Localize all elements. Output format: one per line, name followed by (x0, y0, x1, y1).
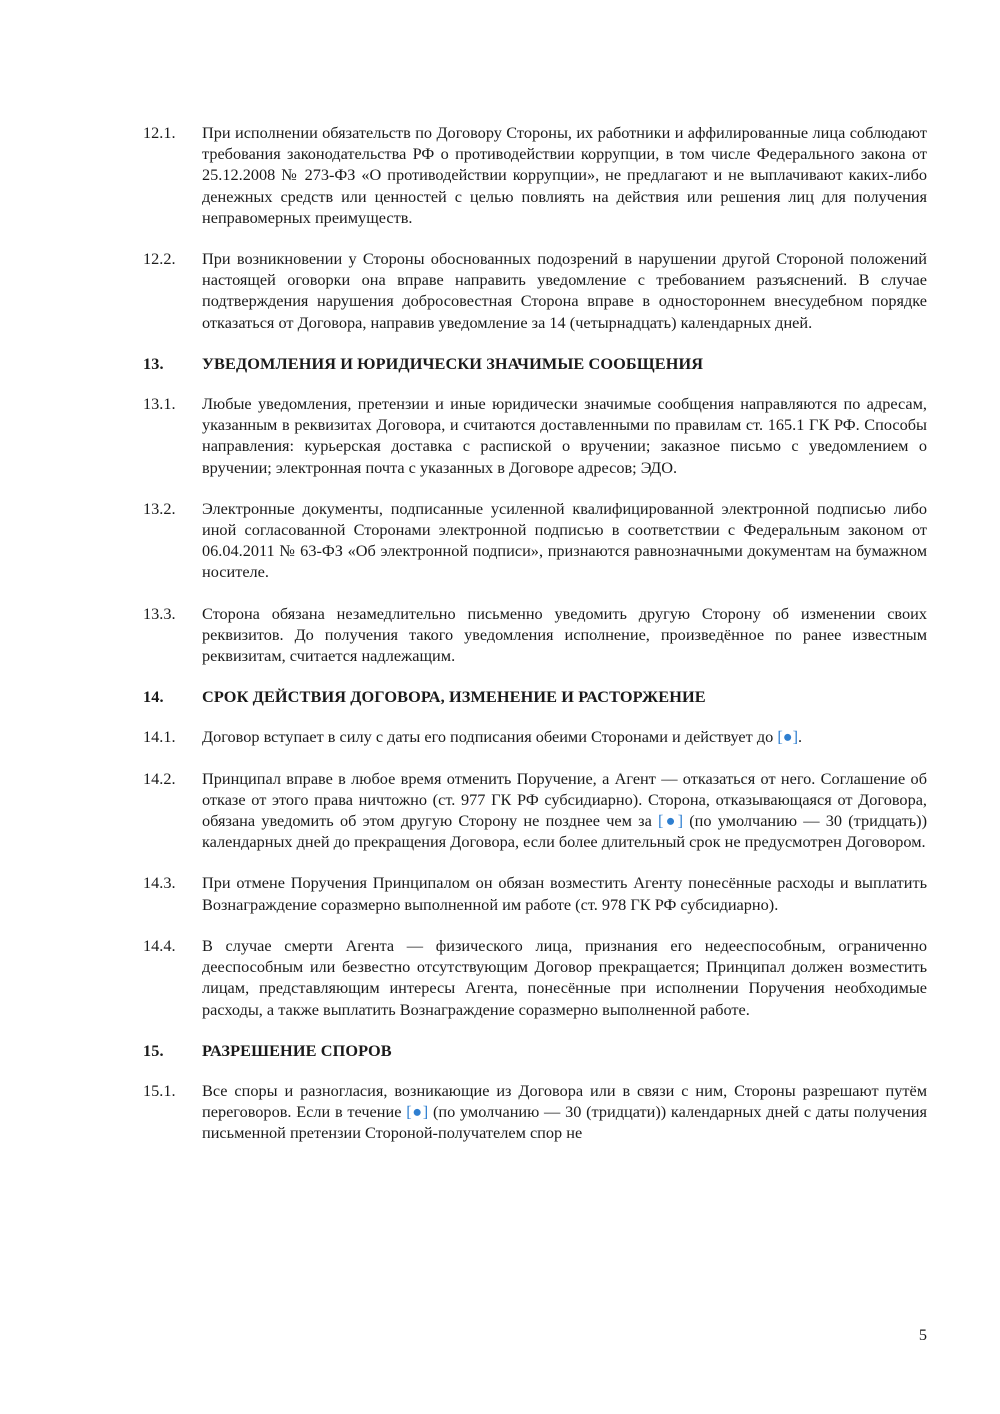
clause-text-run: При возникновении у Стороны обоснованных подозрений в нарушении другой Стороной положений настоящей оговорки она вправе направить уведомление с требованием разъяснений. В случае подтверждения нарушения добросовестная Сторона вправе в одностороннем внесудебном порядке отказаться от Договора, направив уведомление за 14 (четырнадцать) календарных дней. (202, 249, 927, 332)
section-title: СРОК ДЕЙСТВИЯ ДОГОВОРА, ИЗМЕНЕНИЕ И РАСТОРЖЕНИЕ (202, 687, 706, 707)
clause-text-run: Договор вступает в силу с даты его подписания обеими Сторонами и действует до (202, 727, 778, 747)
clause-text-run: Все споры и разногласия, возникающие из Договора или в связи с ним, Стороны разрешают путём переговоров. Если в течение (202, 1080, 927, 1122)
clause (143, 935, 927, 1020)
clause-number: 14.4. (143, 935, 176, 955)
placeholder-marker: [●] (777, 727, 799, 747)
clause-number: 12.2. (143, 249, 176, 269)
clause-text (202, 393, 927, 478)
clause-number: 14.3. (143, 873, 176, 893)
clause-text (202, 248, 927, 333)
clause-text-run: Сторона обязана незамедлительно письменно уведомить другую Сторону об изменении своих реквизитов. До получения такого уведомления исполнение, произведённое по ранее известным реквизитам, считается надлежащим. (202, 603, 927, 666)
clause-number: 14.1. (143, 727, 176, 747)
section-heading (143, 353, 927, 374)
section-number: 15. (143, 1040, 164, 1060)
page-number: 5 (918, 1325, 927, 1344)
section-number: 13. (143, 353, 164, 373)
section-number: 14. (143, 687, 164, 707)
clause-text (202, 603, 927, 667)
clause (143, 498, 927, 583)
clause (143, 248, 927, 333)
clause (143, 1080, 927, 1144)
clause-number: 13.2. (143, 498, 176, 518)
clause (143, 768, 927, 853)
clause-text (202, 872, 927, 914)
document-body (143, 122, 927, 1164)
section-title: РАЗРЕШЕНИЕ СПОРОВ (202, 1040, 392, 1060)
placeholder-marker: [●] (406, 1102, 429, 1122)
clause (143, 122, 927, 228)
clause-number: 15.1. (143, 1080, 176, 1100)
section-title: УВЕДОМЛЕНИЯ И ЮРИДИЧЕСКИ ЗНАЧИМЫЕ СООБЩЕНИЯ (202, 353, 704, 373)
clause (143, 393, 927, 478)
clause-text (202, 1080, 927, 1144)
clause-text-run: При исполнении обязательств по Договору Стороны, их работники и аффилированные лица соблюдают требования законодательства РФ о противодействии коррупции, в том числе Федерального закона от 25.12.2008 № 273-ФЗ «О противодействии коррупции», не предлагают и не выплачивают каких-либо денежных средств или ценностей с целью повлиять на действия или решения лиц для получения неправомерных преимуществ. (202, 123, 927, 227)
placeholder-marker: [●] (658, 811, 684, 831)
clause-text (202, 122, 927, 228)
clause (143, 603, 927, 667)
clause-text-run: (по умолчанию — 30 (тридцати)) календарных дней с даты получения письменной претензии Стороной-получателем спор не (202, 1102, 927, 1143)
clause-text (202, 768, 927, 853)
clause-text-run: (по умолчанию — 30 (тридцать)) календарных дней до прекращения Договора, если более длительный срок не предусмотрен Договором. (202, 811, 928, 852)
clause-text (202, 498, 927, 583)
clause-text-run: . (798, 727, 803, 747)
clause-text (202, 726, 927, 747)
clause (143, 726, 927, 747)
clause-number: 14.2. (143, 768, 176, 788)
clause-number: 13.1. (143, 394, 176, 414)
clause-text-run: При отмене Поручения Принципалом он обязан возместить Агенту понесённые расходы и выплатить Вознаграждение соразмерно выполненной им работе (ст. 978 ГК РФ субсидиарно). (202, 873, 927, 914)
clause-number: 12.1. (143, 123, 176, 142)
section-heading (143, 1040, 927, 1061)
section-heading (143, 686, 927, 707)
clause-number: 13.3. (143, 603, 176, 623)
clause-text (202, 935, 927, 1020)
clause-text-run: Электронные документы, подписанные усиленной квалифицированной электронной подписью либо иной согласованной Сторонами электронной подписью в соответствии с Федеральным законом от 06.04.2011 № 63-ФЗ «Об электронной подписи», признаются равнозначными документам на бумажном носителе. (202, 498, 927, 582)
clause-text-run: Любые уведомления, претензии и иные юридически значимые сообщения направляются по адресам, указанным в реквизитах Договора, и считаются доставленными по правилам ст. 165.1 ГК РФ. Способы направления: курьерская доставка с распиской о вручении; заказное письмо с уведомлением о вручении; электронная почта с указанных в Договоре адресов; ЭДО. (202, 394, 927, 477)
clause-text-run: В случае смерти Агента — физического лица, признания его недееспособным, ограниченно дееспособным или безвестно отсутствующим Договор прекращается; Принципал должен возместить лицам, представляющим интересы Агента, понесённые при исполнении Поручения необходимые расходы, а также выплатить Вознаграждение соразмерно выполненной работе. (202, 935, 927, 1019)
clause-text-run: Принципал вправе в любое время отменить Поручение, а Агент — отказаться от него. Соглашение об отказе от этого права ничтожно (ст. 977 ГК РФ субсидиарно). Сторона, отказывающаяся от Договора, обязана уведомить об этом другую Сторону не позднее чем за (202, 768, 927, 831)
clause (143, 872, 927, 914)
